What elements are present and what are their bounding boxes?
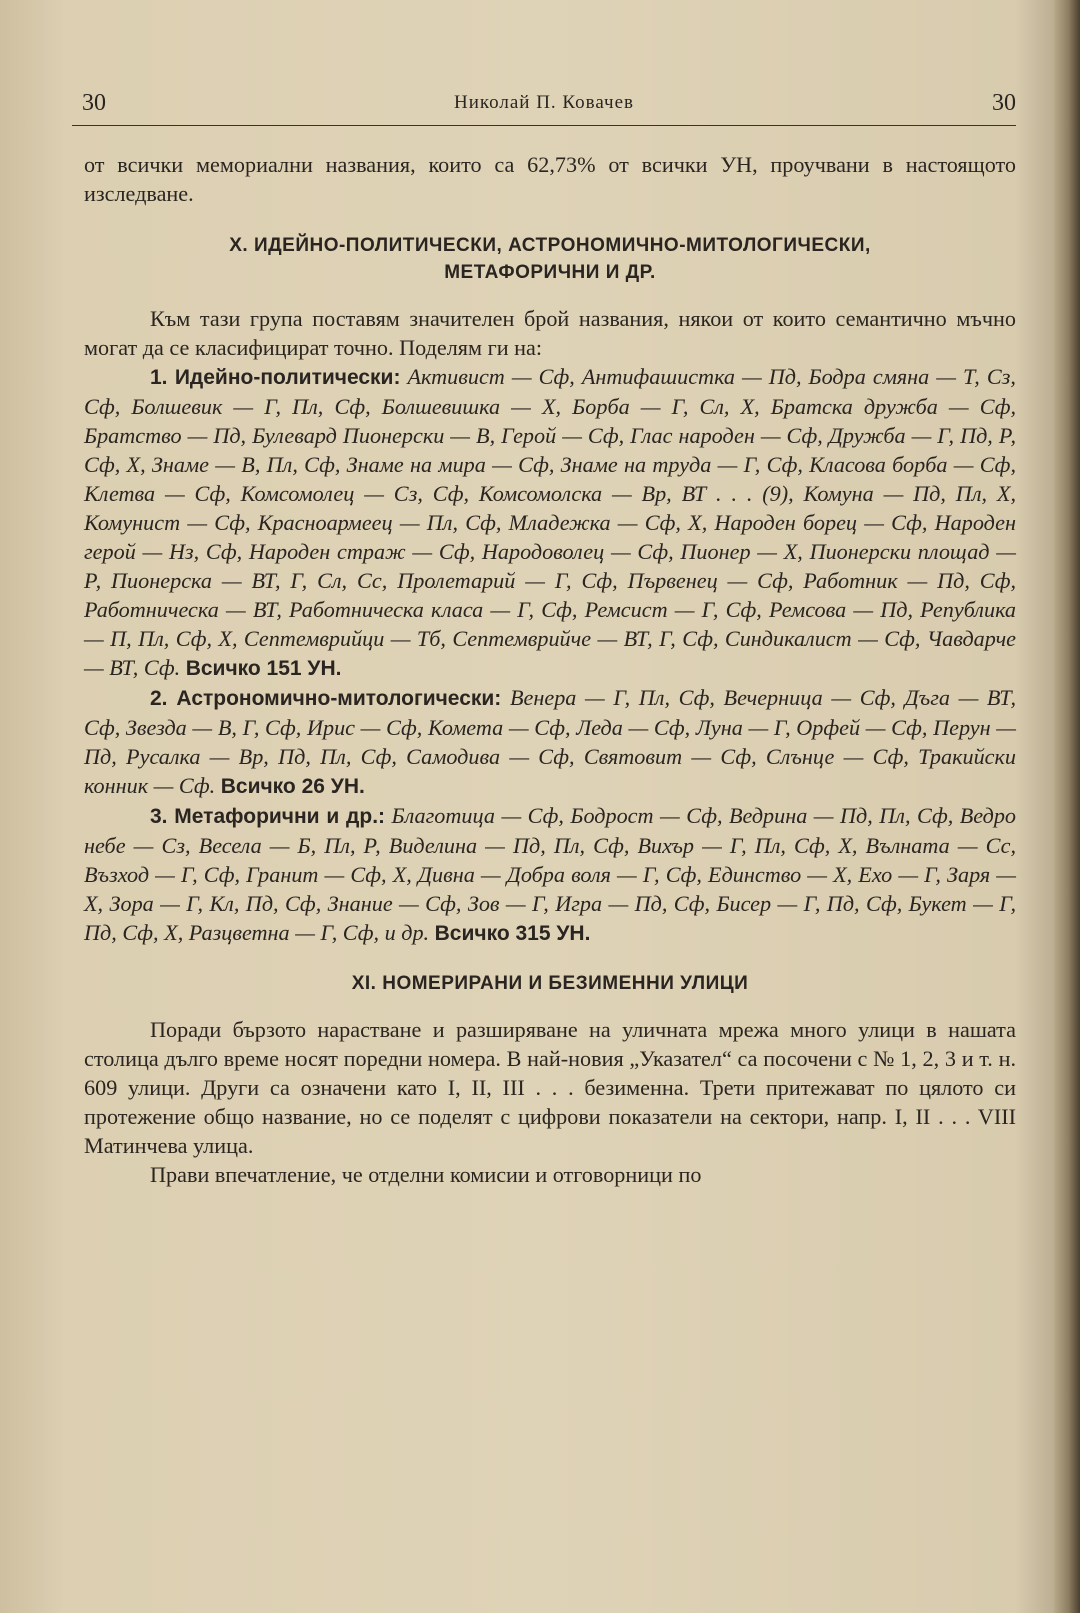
paragraph-intro: от всички мемориални названия, които са 62,73% от всички УН, проучвани в настоящото изследване. <box>84 152 1016 206</box>
page-number-right: 30 <box>992 90 1016 116</box>
section-11-title: XI. НОМЕРИРАНИ И БЕЗИМЕННИ УЛИЦИ <box>351 973 749 994</box>
list-item-heading: 3. Метафорични и др.: <box>150 805 386 828</box>
section-10-title <box>84 232 1016 286</box>
list-item-examples: Благотица — Сф, Бодрост — Сф, Ведрина — Пд, Пл, Сф, Ведро небе — Сз, Весела — Б, Пл, Р, Виделина — Пд, Пл, Сф, Вихър — Г, Пл, Сф, Х, Вълната — Сс, Възход — Г, Сф, Гранит — Сф, Х, Дивна — Добра воля — Г, Сф, Единство — Х, Ехо — Г, Заря — Х, Зора — Г, Кл, Пд, Сф, Знание — Сф, Зов — Г, Игра — Пд, Сф, Бисер — Г, Пд, Сф, Букет — Г, Пд, Сф, Х, Разцветна — Г, Сф, и др. <box>84 803 1017 945</box>
book-spine-shadow <box>1054 0 1080 1613</box>
list-item-astronomical <box>84 683 1016 801</box>
paragraph-impression: Прави впечатление, че отделни комисии и отговорници по <box>150 1162 702 1187</box>
list-item-total: Всичко 151 УН. <box>185 657 342 680</box>
page-header <box>72 86 1016 126</box>
paragraph-grouping: Към тази група поставям значителен брой названия, някои от които семантично мъчно могат да се класифицират точно. Поделям ги на: <box>84 306 1016 360</box>
paragraph-numbered-streets: Поради бързото нарастване и разширяване на уличната мрежа много улици в нашата столица дълго време носят поредни номера. В най-новия „Указател“ са посочени с № 1, 2, 3 и т. н. 609 улици. Други са означени като I, II, III . . . безименна. Трети притежават по цялото си протежение общо название, но се поделят с цифрови показатели на сектори, напр. I, II . . . VIII Матинчева улица. <box>84 1017 1016 1158</box>
list-item-heading: 1. Идейно-политически: <box>150 366 401 389</box>
section-10-title-line1: X. ИДЕЙНО-ПОЛИТИЧЕСКИ, АСТРОНОМИЧНО-МИТОЛОГИЧЕСКИ, <box>229 235 871 256</box>
list-item-total: Всичко 315 УН. <box>434 922 591 945</box>
header-rule <box>72 125 1016 126</box>
list-item-examples: Венера — Г, Пл, Сф, Вечерница — Сф, Дъга — ВТ, Сф, Звезда — В, Г, Сф, Ирис — Сф, Комета — Сф, Леда — Сф, Луна — Г, Орфей — Сф, Перун — Пд, Русалка — Вр, Пд, Пл, Сф, Самодива — Сф, Святовит — Сф, Слънце — Сф, Тракийски конник — Сф. <box>84 685 1016 798</box>
list-item-examples: Активист — Сф, Антифашистка — Пд, Бодра смяна — Т, Сз, Сф, Болшевик — Г, Пл, Сф, Болшевишка — Х, Борба — Г, Сл, Х, Братска дружба — Сф, Братство — Пд, Булевард Пионерски — В, Герой — Сф, Глас народен — Сф, Дружба — Г, Пд, Р, Сф, Х, Знаме — В, Пл, Сф, Знаме на мира — Сф, Знаме на труда — Г, Сф, Класова борба — Сф, Клетва — Сф, Комсомолец — Сз, Сф, Комсомолска — Вр, ВТ . . . (9), Комуна — Пд, Пл, Х, Комунист — Сф, Красноармеец — Пл, Сф, Младежка — Сф, Х, Народен борец — Сф, Народен герой — Нз, Сф, Народен страж — Сф, Народоволец — Сф, Пионер — Х, Пионерски площад — Р, Пионерска — ВТ, Г, Сл, Сс, Пролетарий — Г, Сф, Първенец — Сф, Работник — Пд, Сф, Работническа — ВТ, Работническа класа — Г, Сф, Ремсист — Г, Сф, Ремсова — Пд, Република — П, Пл, Сф, Х, Септемврийци — Тб, Септемврийче — ВТ, Г, Сф, Синдикалист — Сф, Чавдарче — ВТ, Сф. <box>84 364 1016 680</box>
list-item-total: Всичко 26 УН. <box>220 775 365 798</box>
list-item-ideological <box>84 362 1016 683</box>
running-title: Николай П. Ковачев <box>453 92 635 113</box>
body-text <box>84 150 1016 1189</box>
list-item-metaphoric <box>84 801 1016 948</box>
page-number-left: 30 <box>82 90 106 116</box>
list-item-heading: 2. Астрономично-митологически: <box>150 687 502 710</box>
section-10-title-line2: МЕТАФОРИЧНИ И ДР. <box>444 262 656 283</box>
